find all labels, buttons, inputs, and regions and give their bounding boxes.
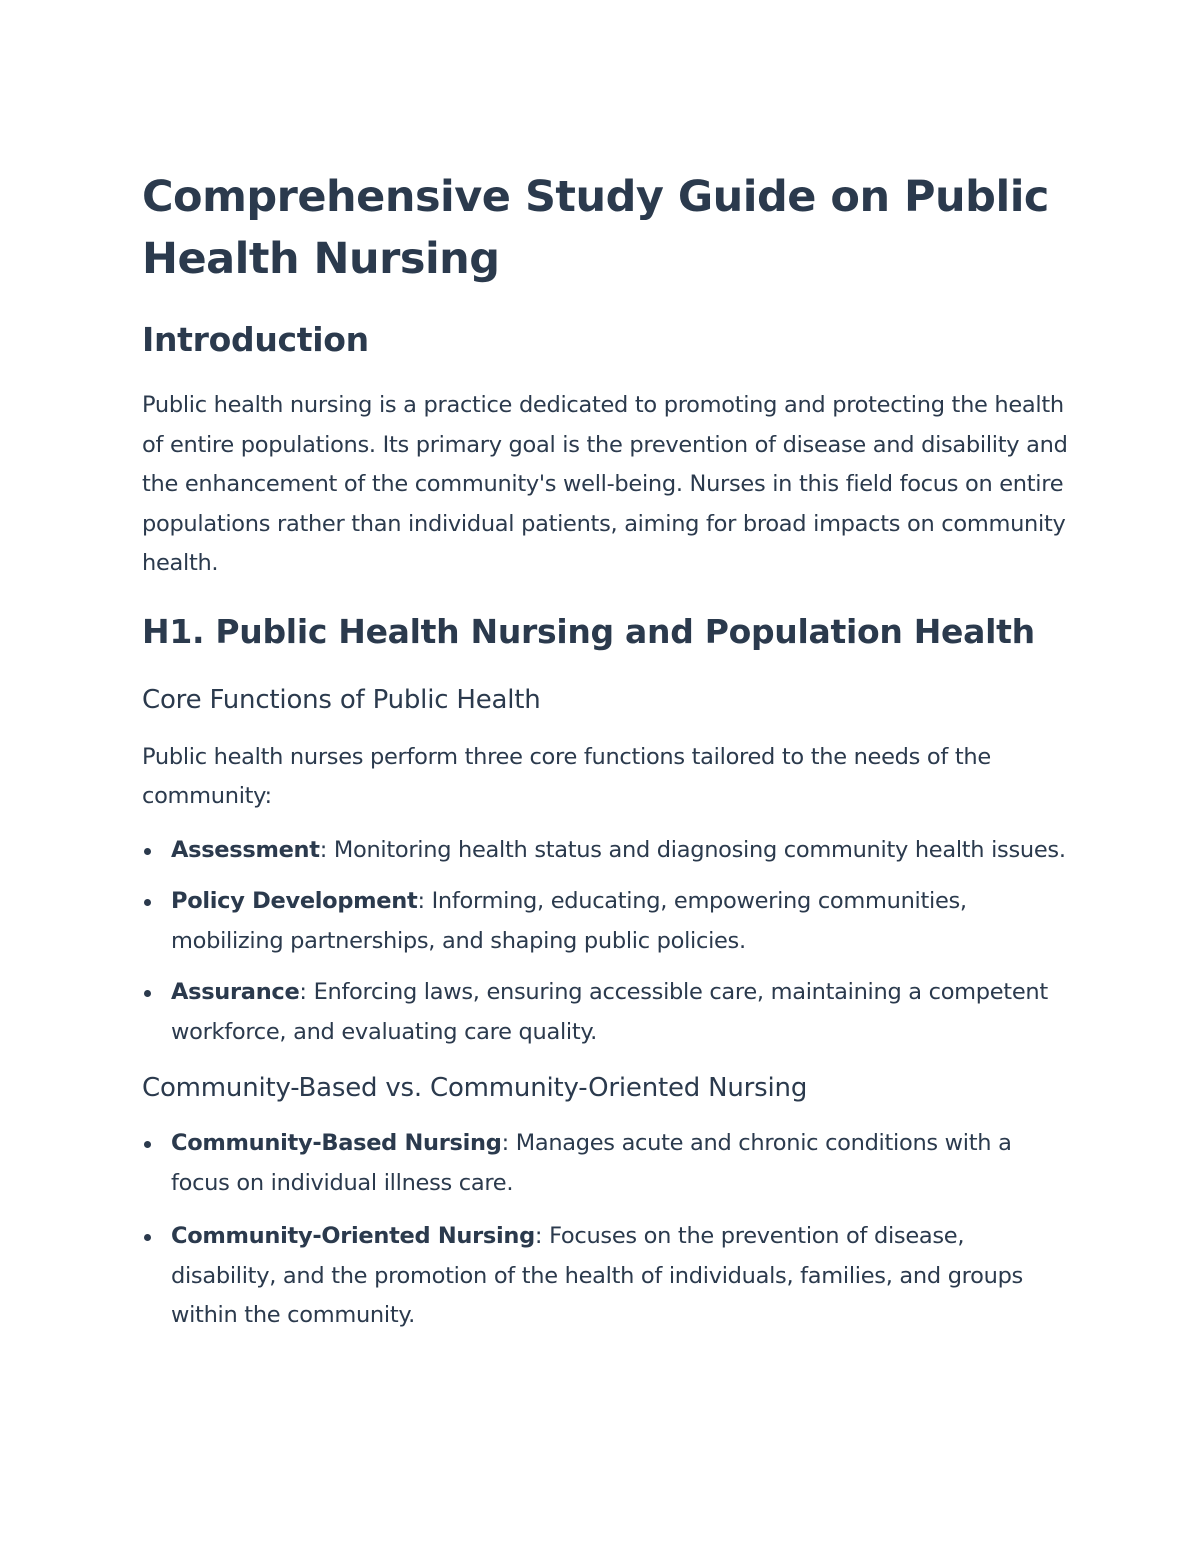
list-item — [142, 973, 1072, 1052]
list-item-text: Enforcing laws, ensuring accessible care, maintaining a competent workforce, and evaluating care quality. — [171, 979, 1048, 1045]
list-item-text: Manages acute and chronic conditions with a focus on individual illness care. — [171, 1130, 1012, 1196]
list-item — [142, 1124, 1072, 1203]
bullet-icon — [144, 899, 151, 906]
list-item — [142, 831, 1072, 871]
intro-paragraph: Public health nursing is a practice dedicated to promoting and protecting the health of entire populations. Its primary goal is the prevention of disease and disability and the enhancement of the community's well-being. Nurses in this field focus on entire populations rather than individual patients, aiming for broad impacts on community health. — [142, 392, 1068, 576]
comparison-heading: Community-Based vs. Community-Oriented Nursing — [142, 1073, 808, 1103]
section-heading: H1. Public Health Nursing and Population Health — [142, 611, 1035, 651]
list-item-term: Policy Development — [171, 888, 418, 914]
list-item — [142, 1217, 1072, 1336]
list-item-text: Informing, educating, empowering communities, mobilizing partnerships, and shaping public policies. — [171, 888, 967, 954]
document-title: Comprehensive Study Guide on Public Health Nursing — [142, 172, 1049, 284]
list-item-sep: : — [299, 979, 314, 1005]
bullet-icon — [144, 1234, 151, 1241]
document-page — [142, 166, 1072, 1336]
list-item-term: Community-Based Nursing — [171, 1130, 502, 1156]
list-item-term: Assurance — [171, 979, 300, 1005]
core-functions-heading: Core Functions of Public Health — [142, 684, 541, 715]
intro-heading: Introduction — [142, 320, 369, 359]
core-functions-lead: Public health nurses perform three core functions tailored to the needs of the community: — [142, 743, 991, 809]
bullet-icon — [144, 1141, 151, 1148]
list-item-term: Community-Oriented Nursing — [171, 1223, 535, 1249]
bullet-icon — [144, 848, 151, 855]
core-functions-list — [142, 831, 1072, 1053]
comparison-list — [142, 1124, 1072, 1336]
list-item-sep: : — [534, 1223, 550, 1249]
list-item-sep: : — [501, 1130, 516, 1156]
bullet-icon — [144, 990, 151, 997]
list-item-text: Monitoring health status and diagnosing community health issues. — [333, 836, 1066, 863]
list-item-text: Focuses on the prevention of disease, disability, and the promotion of the health of individuals, families, and groups within the community. — [171, 1223, 1023, 1328]
list-item-sep: : — [319, 836, 334, 863]
list-item-sep: : — [417, 888, 432, 914]
list-item-term: Assessment — [171, 836, 320, 863]
list-item — [142, 882, 1072, 961]
